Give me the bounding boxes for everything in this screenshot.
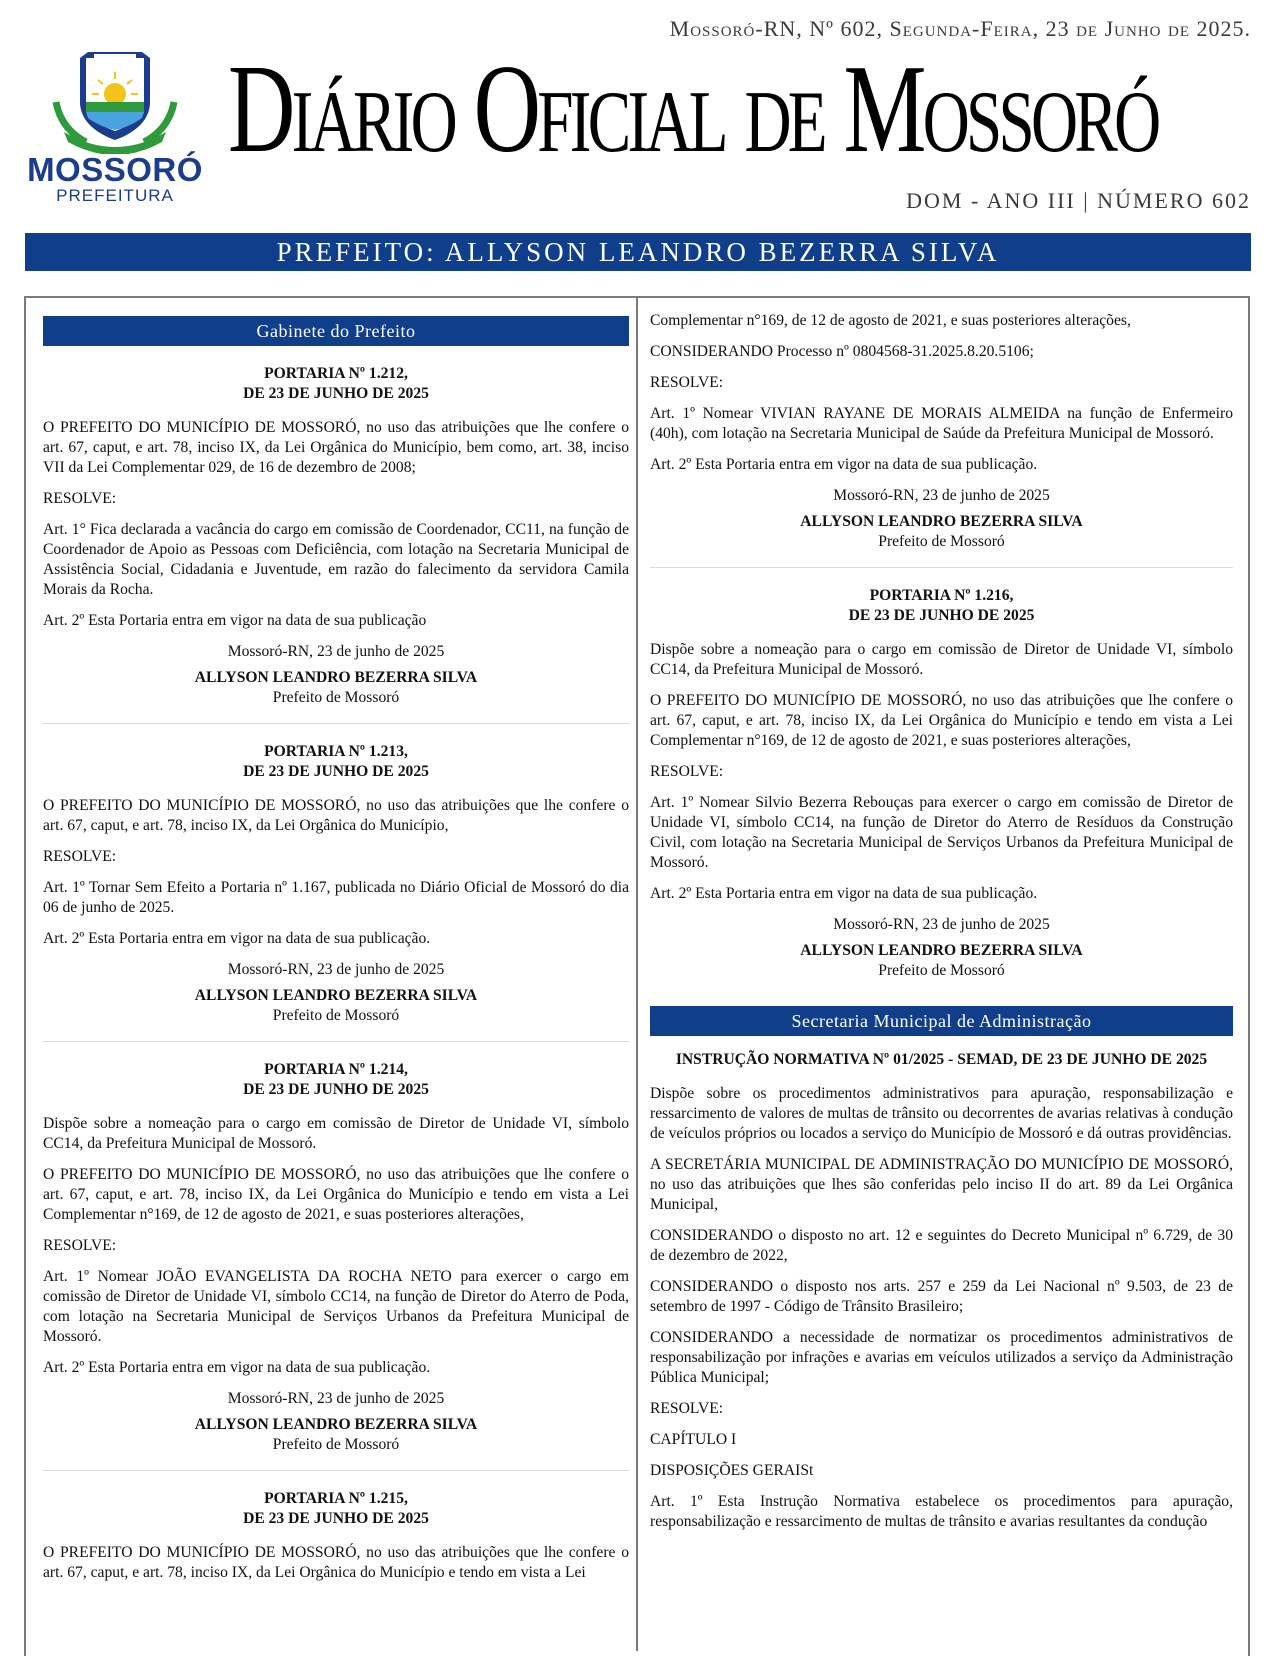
instrucao-normativa-01-2025 (650, 1050, 1233, 1532)
right-column (650, 311, 1233, 1543)
chapter-title: CAPÍTULO I (650, 1431, 737, 1448)
act-heading: INSTRUÇÃO NORMATIVA Nº 01/2025 - SEMAD, DE 23 DE JUNHO DE 2025 (675, 1051, 1208, 1068)
act-number: PORTARIA Nº 1.216, (869, 587, 1014, 604)
act-paragraph: Art. 2º Esta Portaria entra em vigor na data de sua publicação. (43, 930, 431, 947)
act-paragraph: Art. 1° Fica declarada a vacância do cargo em comissão de Coordenador, CC11, na função de Coordenador de Apoio as Pessoas com Deficiência, com lotação na Secretaria Municipal de Assistência Social, Cidadania e Juventude, em razão do falecimento da servidora Camila Morais da Rocha. (43, 521, 629, 598)
act-paragraph: Complementar n°169, de 12 de agosto de 2021, e suas posteriores alterações, (650, 312, 1131, 329)
act-paragraph: Art. 1º Nomear JOÃO EVANGELISTA DA ROCHA NETO para exercer o cargo em comissão de Diretor de Unidade VI, símbolo CC14, na função de Diretor do Aterro de Poda, com lotação na Secretaria Municipal de Serviços Urbanos da Prefeitura Municipal de Mossoró. (43, 1268, 629, 1345)
act-paragraph: Art. 2º Esta Portaria entra em vigor na data de sua publicação. (43, 1359, 431, 1376)
act-number: PORTARIA Nº 1.214, (264, 1061, 408, 1078)
portaria-1214 (43, 1060, 629, 1455)
act-date: DE 23 DE JUNHO DE 2025 (848, 607, 1035, 624)
act-heading (43, 364, 629, 404)
act-paragraph: Dispõe sobre os procedimentos administrativos para apuração, responsabilização e ressarcimento de valores de multas de trânsito ou decorrentes de avarias relativas à condução de veículos próprios ou locados a serviço do Município de Mossoró e dá outras providências. (650, 1085, 1233, 1142)
act-paragraph: O PREFEITO DO MUNICÍPIO DE MOSSORÓ, no uso das atribuições que lhe confere o art. 67, caput, e art. 78, inciso IX, da Lei Orgânica do Município, (43, 797, 629, 834)
portaria-1216 (650, 586, 1233, 981)
signature-date: Mossoró-RN, 23 de junho de 2025 (227, 1390, 445, 1407)
act-paragraph: Dispõe sobre a nomeação para o cargo em comissão de Diretor de Unidade VI, símbolo CC14, da Prefeitura Municipal de Mossoró. (43, 1115, 629, 1152)
signer-name: ALLYSON LEANDRO BEZERRA SILVA (194, 1416, 478, 1433)
chapter-subtitle: DISPOSIÇÕES GERAISt (650, 1462, 814, 1479)
signer-role: Prefeito de Mossoró (878, 533, 1005, 550)
separator (43, 1041, 629, 1042)
act-paragraph: RESOLVE: (43, 1237, 117, 1254)
act-paragraph: RESOLVE: (43, 490, 117, 507)
act-paragraph: RESOLVE: (43, 848, 117, 865)
section-title-administracao: Secretaria Municipal de Administração (650, 1006, 1233, 1036)
edition-info: DOM - ANO III | NÚMERO 602 (906, 188, 1251, 213)
act-paragraph: Art. 1º Nomear VIVIAN RAYANE DE MORAIS ALMEIDA na função de Enfermeiro (40h), com lotação na Secretaria Municipal de Saúde da Prefeitura Municipal de Mossoró. (650, 405, 1233, 442)
signer-name: ALLYSON LEANDRO BEZERRA SILVA (194, 987, 478, 1004)
act-date: DE 23 DE JUNHO DE 2025 (243, 1081, 429, 1098)
act-heading (43, 1060, 629, 1100)
act-paragraph: O PREFEITO DO MUNICÍPIO DE MOSSORÓ, no uso das atribuições que lhe confere o art. 67, caput, e art. 78, inciso IX, da Lei Orgânica do Município e tendo em vista a Lei Complementar n°169, de 12 de agosto de 2021, e suas posteriores alterações, (650, 692, 1233, 749)
section-title-gabinete: Gabinete do Prefeito (43, 316, 629, 346)
column-divider (636, 296, 638, 1651)
signer-role: Prefeito de Mossoró (272, 1436, 400, 1453)
act-paragraph: O PREFEITO DO MUNICÍPIO DE MOSSORÓ, no uso das atribuições que lhe confere o art. 67, caput, e art. 78, inciso IX, da Lei Orgânica do Município e tendo em vista a Lei (43, 1544, 629, 1581)
signer-role: Prefeito de Mossoró (878, 962, 1005, 979)
act-date: DE 23 DE JUNHO DE 2025 (243, 385, 429, 402)
act-date: DE 23 DE JUNHO DE 2025 (243, 1510, 429, 1527)
act-heading (43, 1489, 629, 1529)
act-paragraph: CONSIDERANDO Processo nº 0804568-31.2025.8.20.5106; (650, 343, 1034, 360)
separator (650, 991, 1233, 992)
separator (43, 1470, 629, 1471)
mayor-banner: PREFEITO: ALLYSON LEANDRO BEZERRA SILVA (25, 233, 1251, 271)
act-paragraph: RESOLVE: (650, 1400, 724, 1417)
portaria-1212 (43, 364, 629, 708)
act-number: PORTARIA Nº 1.215, (264, 1490, 408, 1507)
act-paragraph: Art. 1º Tornar Sem Efeito a Portaria nº 1.167, publicada no Diário Oficial de Mossoró do dia 06 de junho de 2025. (43, 879, 629, 916)
act-date: DE 23 DE JUNHO DE 2025 (243, 763, 429, 780)
signature-date: Mossoró-RN, 23 de junho de 2025 (227, 643, 445, 660)
act-paragraph: O PREFEITO DO MUNICÍPIO DE MOSSORÓ, no uso das atribuições que lhe confere o art. 67, caput, e art. 78, inciso IX, da Lei Orgânica do Município, bem como, art. 38, inciso VII da Lei Complementar 029, de 16 de dezembro de 2008; (43, 419, 629, 476)
signer-name: ALLYSON LEANDRO BEZERRA SILVA (194, 669, 478, 686)
act-paragraph: O PREFEITO DO MUNICÍPIO DE MOSSORÓ, no uso das atribuições que lhe confere o art. 67, caput, e art. 78, inciso IX, da Lei Orgânica do Município e tendo em vista a Lei Complementar n°169, de 12 de agosto de 2021, e suas posteriores alterações, (43, 1166, 629, 1223)
act-paragraph: CONSIDERANDO o disposto no art. 12 e seguintes do Decreto Municipal nº 6.729, de 30 de dezembro de 2022, (650, 1227, 1233, 1264)
act-number: PORTARIA Nº 1.212, (264, 365, 408, 382)
signer-name: ALLYSON LEANDRO BEZERRA SILVA (800, 513, 1083, 530)
separator (43, 723, 629, 724)
signer-name: ALLYSON LEANDRO BEZERRA SILVA (800, 942, 1083, 959)
signature-date: Mossoró-RN, 23 de junho de 2025 (833, 916, 1050, 933)
portaria-1215-continued (650, 311, 1233, 552)
act-paragraph: Art. 1º Esta Instrução Normativa estabelece os procedimentos para apuração, responsabilização e ressarcimento de multas de trânsito e avarias resultantes da condução (650, 1493, 1233, 1530)
act-paragraph: CONSIDERANDO a necessidade de normatizar os procedimentos administrativos de responsabilização por infrações e avarias em veículos utilizados a serviço da Administração Pública Municipal; (650, 1329, 1233, 1386)
act-paragraph: A SECRETÁRIA MUNICIPAL DE ADMINISTRAÇÃO DO MUNICÍPIO DE MOSSORÓ, no uso das atribuições que lhes são conferidas pelo inciso II do art. 89 da Lei Orgânica Municipal, (650, 1156, 1233, 1213)
act-heading (650, 586, 1233, 626)
logo-brand: MOSSORÓ (27, 151, 203, 188)
act-paragraph: Art. 2º Esta Portaria entra em vigor na data de sua publicação. (650, 456, 1038, 473)
left-column (43, 316, 629, 1594)
newspaper-title: Diário Oficial de Mossoró (228, 40, 1158, 179)
act-paragraph: Art. 1º Nomear Silvio Bezerra Rebouças para exercer o cargo em comissão de Diretor de Unidade VI, símbolo CC14, na função de Diretor do Aterro de Resíduos da Construção Civil, com lotação na Secretaria Municipal de Serviços Urbanos da Prefeitura Municipal de Mossoró. (650, 794, 1233, 871)
act-paragraph: Dispõe sobre a nomeação para o cargo em comissão de Diretor de Unidade VI, símbolo CC14, da Prefeitura Municipal de Mossoró. (650, 641, 1233, 678)
separator (650, 567, 1233, 568)
portaria-1215 (43, 1489, 629, 1583)
signature-date: Mossoró-RN, 23 de junho de 2025 (833, 487, 1050, 504)
act-paragraph: Art. 2º Esta Portaria entra em vigor na data de sua publicação. (650, 885, 1038, 902)
act-paragraph: RESOLVE: (650, 763, 724, 780)
city-crest-icon (50, 44, 180, 154)
logo-subtitle: PREFEITURA (56, 186, 174, 205)
act-paragraph: RESOLVE: (650, 374, 724, 391)
portaria-1213 (43, 742, 629, 1026)
signer-role: Prefeito de Mossoró (272, 1007, 400, 1024)
dateline: Mossoró-RN, Nº 602, Segunda-Feira, 23 de Junho de 2025. (669, 16, 1251, 41)
signer-role: Prefeito de Mossoró (272, 689, 400, 706)
act-paragraph: CONSIDERANDO o disposto nos arts. 257 e 259 da Lei Nacional nº 9.503, de 23 de setembro de 1997 - Código de Trânsito Brasileiro; (650, 1278, 1233, 1315)
act-number: PORTARIA Nº 1.213, (264, 743, 408, 760)
signature-date: Mossoró-RN, 23 de junho de 2025 (227, 961, 445, 978)
act-heading (43, 742, 629, 782)
act-paragraph: Art. 2º Esta Portaria entra em vigor na data de sua publicação (43, 612, 427, 629)
prefeitura-logo (20, 44, 210, 214)
